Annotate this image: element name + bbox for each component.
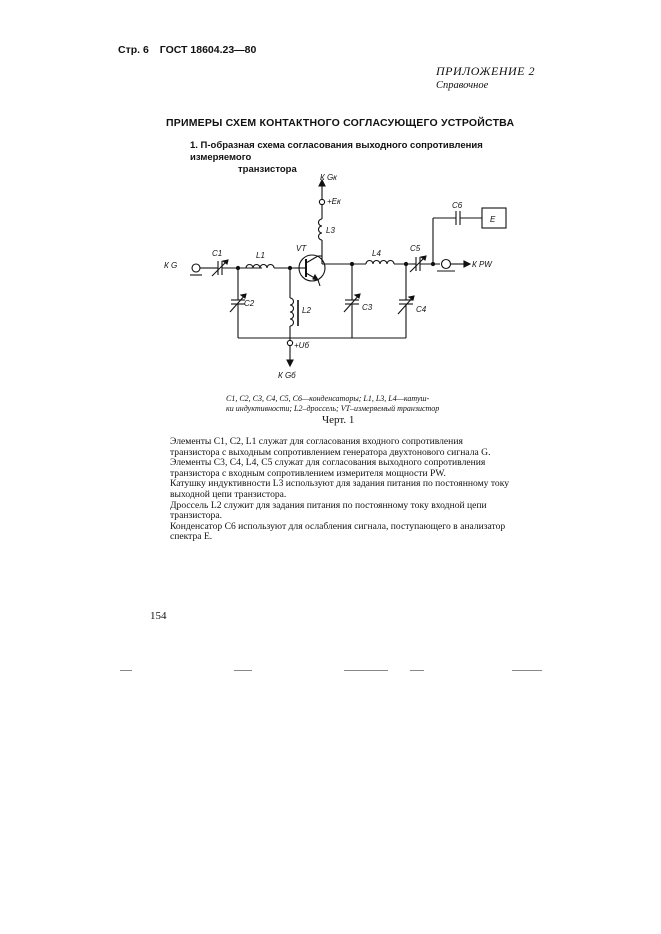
label-c4: C4 (416, 305, 427, 314)
label-output: К PW (472, 260, 492, 269)
label-l4: L4 (372, 249, 381, 258)
figure-caption (226, 394, 488, 414)
page-indicator: Стр. 6 (118, 44, 149, 56)
input-connector (190, 264, 210, 275)
paragraph-4: Дроссель L2 служит для задания питания по постоянному току входной цепи транзистора. (170, 499, 487, 522)
label-input: К G (164, 261, 178, 270)
caption-line1: C1, C2, C3, C4, C5, C6—конденсаторы; L1, L3, L4—катуш- (226, 394, 430, 403)
label-bottom-out: К Gб (278, 371, 296, 380)
transistor-vt (294, 255, 325, 286)
page-number: 154 (150, 610, 167, 622)
label-e: E (490, 215, 496, 224)
body-text (170, 437, 512, 543)
label-c5: C5 (410, 244, 421, 253)
caption-line2: ки индуктивности; L2–дроссель; VT–измеряемый транзистор (226, 404, 440, 413)
circuit-schematic (0, 0, 661, 400)
ek-terminal (319, 180, 325, 205)
capacitor-c5 (410, 256, 440, 272)
label-ek: +Eк (327, 197, 341, 206)
label-top-out: К Gк (320, 173, 337, 182)
label-l1: L1 (256, 251, 265, 260)
paragraph-1: Элементы C1, C2, L1 служат для согласования входного сопротивления транзистора с выходным сопротивлением генератора двухтонового сигнала G. (170, 436, 491, 458)
scan-mark (512, 670, 542, 671)
capacitor-c3 (344, 264, 360, 338)
paragraph-5: Конденсатор C6 используют для ослабления сигнала, поступающего в анализатор спектра E. (170, 520, 506, 543)
label-c2: C2 (244, 299, 255, 308)
section-title-line2: транзистора (238, 164, 297, 175)
appendix-title: ПРИЛОЖЕНИЕ 2 (436, 64, 535, 78)
figure-label: Черт. 1 (322, 414, 355, 426)
label-ub: +Uб (294, 341, 309, 350)
label-l2: L2 (302, 306, 311, 315)
capacitor-c6 (433, 211, 482, 264)
main-title: ПРИМЕРЫ СХЕМ КОНТАКТНОГО СОГЛАСУЮЩЕГО УСТРОЙСТВА (166, 117, 515, 129)
label-c6: C6 (452, 201, 463, 210)
inductor-l4 (366, 261, 412, 266)
scan-mark (344, 670, 388, 671)
appendix-reference: Справочное (436, 80, 489, 91)
paragraph-3: Катушку индуктивности L3 используют для задания питания по постоянному току выходной цепи транзистора. (170, 478, 510, 500)
section-title-line1: 1. П-образная схема согласования выходного сопротивления измеряемого (190, 140, 483, 163)
scan-mark (410, 670, 424, 671)
paragraph-2: Элементы C3, C4, L4, C5 служат для согласования выходного сопротивления транзистора с входным сопротивлением измерителя мощности PW. (170, 457, 486, 479)
label-vt: VT (296, 244, 307, 253)
output-connector (437, 260, 470, 272)
collector-line (322, 256, 366, 266)
label-c1: C1 (212, 249, 223, 258)
inductor-l3 (319, 205, 322, 256)
scan-mark (120, 670, 132, 671)
standard-code: ГОСТ 18604.23—80 (159, 44, 257, 56)
ub-terminal (287, 340, 293, 366)
label-l3: L3 (326, 226, 335, 235)
scan-mark (234, 670, 252, 671)
capacitor-c4 (398, 264, 414, 338)
label-c3: C3 (362, 303, 373, 312)
choke-l2 (288, 266, 298, 340)
inductor-l1 (246, 265, 294, 268)
